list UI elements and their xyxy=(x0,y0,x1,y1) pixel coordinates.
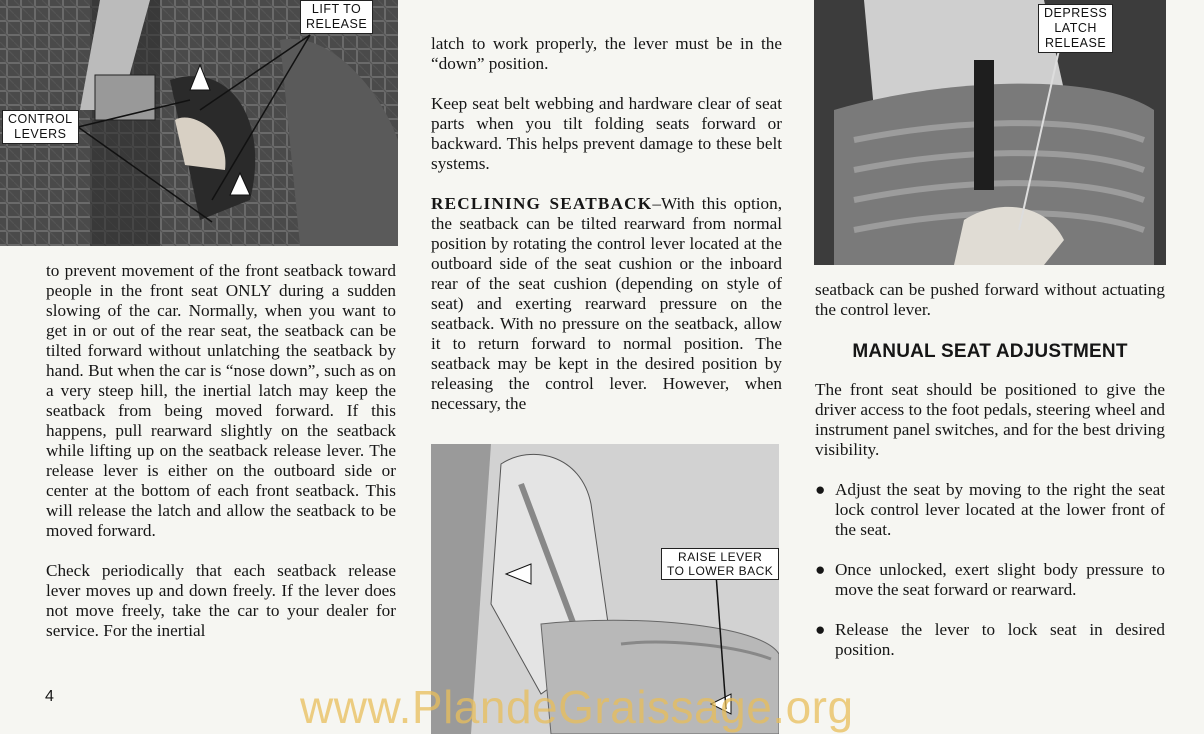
column-right xyxy=(815,280,1165,660)
reclining-seatback-body: –With this option, the seatback can be tilted rearward from normal position by rotating the control lever located at the outboard side of the seat cushion or the inboard rear of the seat cushion (depending on style of seat) and exerting rearward pressure on the seatback. With no pressure on the seatback, allow it to return forward to normal position. The seatback may be kept in the desired position by releasing the control lever. However, when necessary, the xyxy=(431,194,782,413)
reclining-seatback-heading: RECLINING SEATBACK xyxy=(431,194,653,213)
paragraph-check-lever: Check periodically that each seatback release lever moves up and down freely. If the lever does not move freely, take the car to your dealer for service. For the inertial xyxy=(46,561,396,640)
bullet-icon: ● xyxy=(815,620,826,639)
callout-lift-to-release: LIFT TO RELEASE xyxy=(300,0,373,34)
list-item: ● Release the lever to lock seat in desired position. xyxy=(815,620,1165,659)
paragraph-reclining-seatback xyxy=(431,194,782,414)
callout-depress-latch: DEPRESS LATCH RELEASE xyxy=(1038,4,1113,53)
paragraph-latch-position: latch to work properly, the lever must be in the “down” position. xyxy=(431,34,782,73)
paragraph-inertial-latch: to prevent movement of the front seatback toward people in the front seat ONLY during a sudden slowing of the car. Normally, when you want to get in or out of the rear seat, the seatback can be tilted forward without unlatching the seatback by hand. But when the car is “nose down”, such as on a very steep hill, the inertial latch may keep the seatback from being moved forward. If this happens, pull rearward slightly on the seatback while lifting up on the seatback release lever. The release lever is either on the outboard side or center at the bottom of each front seatback. This will release the latch and allow the seatback to be moved forward. xyxy=(46,261,396,540)
bullet-icon: ● xyxy=(815,560,826,579)
seatback-release-photo xyxy=(0,0,398,246)
callout-raise-lever: RAISE LEVER TO LOWER BACK xyxy=(661,548,779,580)
adjustment-steps-list xyxy=(815,480,1165,660)
paragraph-front-seat-position: The front seat should be positioned to give the driver access to the foot pedals, steering wheel and instrument panel switches, and for the best driving visibility. xyxy=(815,380,1165,459)
column-left xyxy=(46,261,396,641)
paragraph-push-forward: seatback can be pushed forward without actuating the control lever. xyxy=(815,280,1165,319)
list-item: ● Adjust the seat by moving to the right the seat lock control lever located at the lower front of the seat. xyxy=(815,480,1165,539)
column-middle xyxy=(431,34,782,414)
latch-release-photo xyxy=(814,0,1166,265)
manual-seat-adjustment-heading: MANUAL SEAT ADJUSTMENT xyxy=(852,341,1128,362)
bullet-icon: ● xyxy=(815,480,826,499)
list-item: ● Once unlocked, exert slight body pressure to move the seat forward or rearward. xyxy=(815,560,1165,599)
watermark-text: www.PlandeGraissage.org xyxy=(300,681,854,733)
page-number: 4 xyxy=(45,688,54,705)
paragraph-seat-belt-webbing: Keep seat belt webbing and hardware clear of seat parts when you tilt folding seats forward or backward. This helps prevent damage to these belt systems. xyxy=(431,94,782,173)
callout-control-levers: CONTROL LEVERS xyxy=(2,110,79,144)
